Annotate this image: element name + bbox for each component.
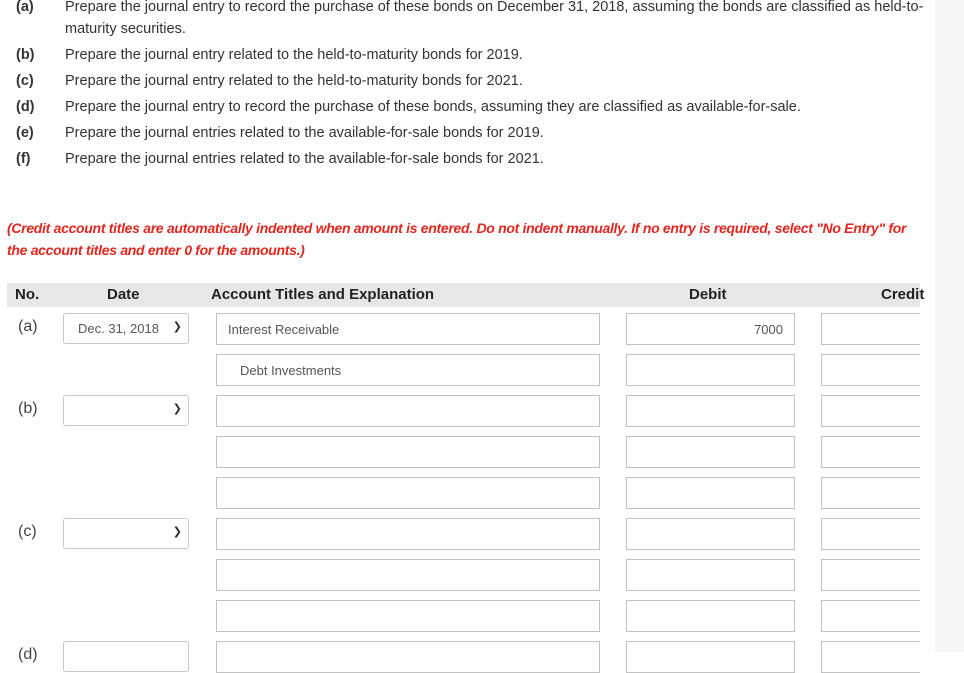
account-title-input[interactable] xyxy=(216,395,600,427)
credit-input[interactable] xyxy=(821,436,920,468)
credit-input[interactable] xyxy=(821,559,920,591)
instruction-text: Prepare the journal entries related to the available-for-sale bonds for 2019. xyxy=(65,125,544,141)
instruction-text: Prepare the journal entry related to the held-to-maturity bonds for 2021. xyxy=(65,73,523,89)
chevron-down-icon: ❯ xyxy=(172,321,182,333)
instruction-label: (d) xyxy=(16,99,35,115)
header-credit: Credit xyxy=(881,286,925,303)
credit-input[interactable] xyxy=(821,477,920,509)
chevron-down-icon: ❯ xyxy=(172,526,182,538)
debit-input[interactable] xyxy=(626,477,795,509)
instruction-item xyxy=(0,96,930,118)
debit-value: 7000 xyxy=(754,322,783,337)
account-title-input[interactable] xyxy=(216,436,600,468)
instruction-item xyxy=(0,0,930,40)
header-debit: Debit xyxy=(689,286,727,303)
account-title-input[interactable] xyxy=(216,641,600,673)
table-header xyxy=(7,283,925,307)
account-title-input[interactable] xyxy=(216,477,600,509)
date-select[interactable] xyxy=(63,313,189,344)
credit-input[interactable] xyxy=(821,641,920,673)
debit-input[interactable] xyxy=(626,518,795,550)
entry-number: (a) xyxy=(18,318,38,335)
debit-input[interactable] xyxy=(626,313,795,345)
debit-input[interactable] xyxy=(626,641,795,673)
credit-input[interactable] xyxy=(821,600,920,632)
account-title-value: Interest Receivable xyxy=(228,322,340,337)
header-date: Date xyxy=(107,286,140,303)
instruction-text: Prepare the journal entry to record the purchase of these bonds on December 31, 2018, assuming the bonds are classified as held-to-maturity securities. xyxy=(65,0,924,37)
account-title-input[interactable] xyxy=(216,600,600,632)
instruction-label: (e) xyxy=(16,125,34,141)
account-title-input[interactable] xyxy=(216,559,600,591)
instruction-item xyxy=(0,148,930,170)
header-account: Account Titles and Explanation xyxy=(211,286,435,303)
date-select[interactable] xyxy=(63,641,189,672)
scrollbar-gutter[interactable] xyxy=(935,0,964,652)
instruction-label: (a) xyxy=(16,0,34,15)
entry-number: (c) xyxy=(18,523,37,540)
account-title-input[interactable] xyxy=(216,518,600,550)
account-title-input[interactable] xyxy=(216,354,600,386)
credit-input[interactable] xyxy=(821,313,920,345)
instruction-item xyxy=(0,44,930,66)
instruction-text: Prepare the journal entries related to the available-for-sale bonds for 2021. xyxy=(65,151,544,167)
instructions-note: (Credit account titles are automatically indented when amount is entered. Do not indent manually. If no entry is required, select "No Entry" for the account titles and enter 0 for the amounts.) xyxy=(7,220,907,258)
header-no: No. xyxy=(15,286,40,303)
credit-input[interactable] xyxy=(821,518,920,550)
debit-input[interactable] xyxy=(626,600,795,632)
date-select[interactable] xyxy=(63,518,189,549)
date-select[interactable] xyxy=(63,395,189,426)
chevron-down-icon: ❯ xyxy=(172,403,182,415)
instruction-item xyxy=(0,70,930,92)
debit-input[interactable] xyxy=(626,395,795,427)
credit-input[interactable] xyxy=(821,395,920,427)
debit-input[interactable] xyxy=(626,559,795,591)
instruction-label: (c) xyxy=(16,73,34,89)
credit-input[interactable] xyxy=(821,354,920,386)
entry-number: (d) xyxy=(18,646,38,663)
account-title-input[interactable] xyxy=(216,313,600,345)
debit-input[interactable] xyxy=(626,354,795,386)
date-select-value: Dec. 31, 2018 xyxy=(78,321,159,336)
instruction-item xyxy=(0,122,930,144)
instruction-label: (b) xyxy=(16,47,35,63)
debit-input[interactable] xyxy=(626,436,795,468)
instruction-text: Prepare the journal entry to record the purchase of these bonds, assuming they are classified as available-for-sale. xyxy=(65,99,801,115)
instruction-text: Prepare the journal entry related to the held-to-maturity bonds for 2019. xyxy=(65,47,523,63)
account-title-value: Debt Investments xyxy=(240,363,342,378)
entry-number: (b) xyxy=(18,400,38,417)
instruction-label: (f) xyxy=(16,151,31,167)
